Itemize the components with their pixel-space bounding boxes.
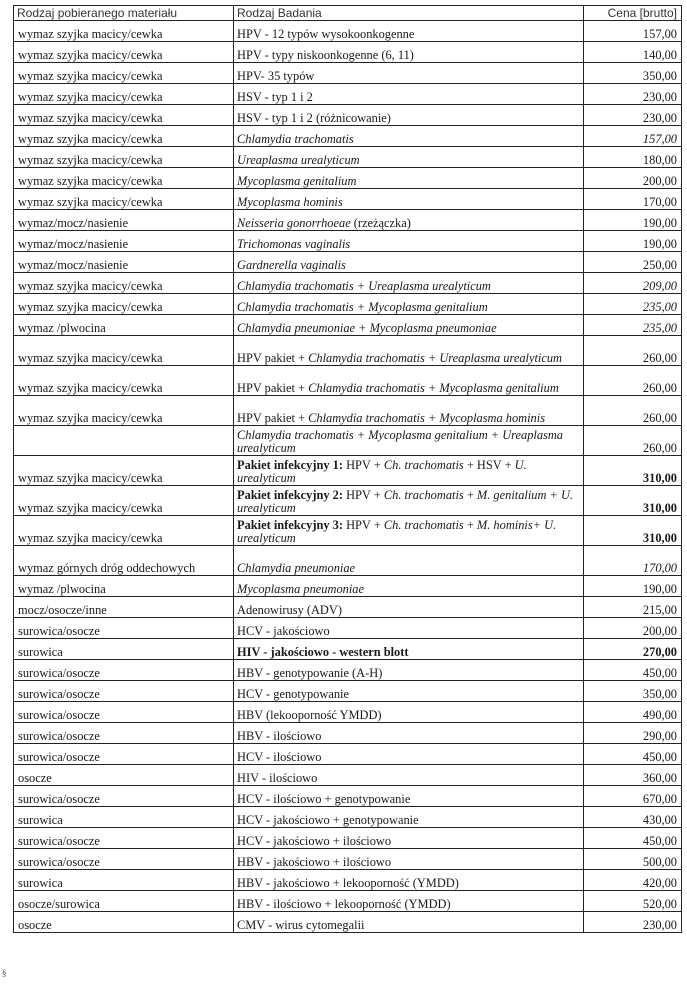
price-cell: 360,00 bbox=[584, 765, 682, 786]
material-cell: surowica/osocze bbox=[14, 618, 234, 639]
material-cell: wymaz szyjka macicy/cewka bbox=[14, 516, 234, 546]
test-cell bbox=[234, 336, 584, 366]
test-cell bbox=[234, 486, 584, 516]
test-segment: M. genitalium + U. urealyticum bbox=[237, 488, 574, 515]
table-row bbox=[14, 849, 682, 870]
material-cell: osocze bbox=[14, 912, 234, 933]
material-cell: wymaz szyjka macicy/cewka bbox=[14, 336, 234, 366]
material-cell: wymaz/mocz/nasienie bbox=[14, 210, 234, 231]
test-cell bbox=[234, 456, 584, 486]
price-cell: 230,00 bbox=[584, 912, 682, 933]
test-segment: Chlamydia trachomatis + Mycoplasma genitalium + Ureaplasma urealyticum bbox=[237, 428, 564, 455]
price-cell: 430,00 bbox=[584, 807, 682, 828]
material-cell: surowica bbox=[14, 807, 234, 828]
test-cell bbox=[234, 294, 584, 315]
test-cell bbox=[234, 63, 584, 84]
test-segment: HCV - ilościowo bbox=[237, 750, 322, 764]
test-segment: Chlamydia trachomatis + Mycoplasma genitalium bbox=[308, 381, 559, 395]
price-cell: 490,00 bbox=[584, 702, 682, 723]
table-row bbox=[14, 597, 682, 618]
table-row bbox=[14, 42, 682, 63]
test-segment: Chlamydia trachomatis + Mycoplasma hominis bbox=[308, 411, 546, 425]
test-segment: HSV - typ 1 i 2 (różnicowanie) bbox=[237, 111, 391, 125]
material-cell: wymaz szyjka macicy/cewka bbox=[14, 189, 234, 210]
test-segment: + bbox=[463, 518, 477, 532]
test-segment: HSV - typ 1 i 2 bbox=[237, 90, 313, 104]
test-cell bbox=[234, 702, 584, 723]
material-cell: surowica/osocze bbox=[14, 723, 234, 744]
table-row bbox=[14, 456, 682, 486]
material-cell bbox=[14, 426, 234, 456]
price-cell: 180,00 bbox=[584, 147, 682, 168]
price-cell: 350,00 bbox=[584, 63, 682, 84]
test-segment: HCV - jakościowo + genotypowanie bbox=[237, 813, 419, 827]
test-segment: Trichomonas vaginalis bbox=[237, 237, 351, 251]
test-cell bbox=[234, 807, 584, 828]
price-cell: 235,00 bbox=[584, 315, 682, 336]
test-segment: HBV - jakościowo + lekooporność (YMDD) bbox=[237, 876, 459, 890]
table-row bbox=[14, 576, 682, 597]
test-cell bbox=[234, 870, 584, 891]
table-row bbox=[14, 21, 682, 42]
price-cell: 450,00 bbox=[584, 744, 682, 765]
price-cell: 200,00 bbox=[584, 168, 682, 189]
price-cell: 200,00 bbox=[584, 618, 682, 639]
price-cell: 270,00 bbox=[584, 639, 682, 660]
material-cell: wymaz szyjka macicy/cewka bbox=[14, 273, 234, 294]
test-segment: Pakiet infekcyjny 1: bbox=[237, 458, 343, 472]
test-cell bbox=[234, 366, 584, 396]
table-row bbox=[14, 744, 682, 765]
test-cell bbox=[234, 849, 584, 870]
header-price: Cena [brutto] bbox=[584, 6, 682, 21]
test-cell bbox=[234, 105, 584, 126]
table-row bbox=[14, 396, 682, 426]
table-row bbox=[14, 231, 682, 252]
test-segment: Gardnerella vaginalis bbox=[237, 258, 346, 272]
table-row bbox=[14, 723, 682, 744]
test-cell bbox=[234, 168, 584, 189]
material-cell: wymaz szyjka macicy/cewka bbox=[14, 42, 234, 63]
test-segment: Pakiet infekcyjny 3: bbox=[237, 518, 343, 532]
test-segment: Mycoplasma pneumoniae bbox=[237, 582, 364, 596]
table-row bbox=[14, 336, 682, 366]
table-row bbox=[14, 126, 682, 147]
test-cell bbox=[234, 252, 584, 273]
test-cell bbox=[234, 546, 584, 576]
price-cell: 250,00 bbox=[584, 252, 682, 273]
material-cell: surowica/osocze bbox=[14, 849, 234, 870]
test-segment: HPV- 35 typów bbox=[237, 69, 315, 83]
test-cell bbox=[234, 660, 584, 681]
test-cell bbox=[234, 426, 584, 456]
material-cell: osocze bbox=[14, 765, 234, 786]
header-material: Rodzaj pobieranego materiału bbox=[14, 6, 234, 21]
price-cell: 230,00 bbox=[584, 84, 682, 105]
test-segment: Pakiet infekcyjny 2: bbox=[237, 488, 343, 502]
test-segment: Chlamydia pneumoniae + Mycoplasma pneumoniae bbox=[237, 321, 497, 335]
test-segment: Chlamydia trachomatis + Mycoplasma genitalium bbox=[237, 300, 488, 314]
table-row bbox=[14, 786, 682, 807]
test-cell bbox=[234, 273, 584, 294]
test-cell bbox=[234, 597, 584, 618]
test-segment: HPV pakiet + bbox=[237, 411, 309, 425]
material-cell: wymaz szyjka macicy/cewka bbox=[14, 486, 234, 516]
test-cell bbox=[234, 231, 584, 252]
test-cell bbox=[234, 723, 584, 744]
table-row bbox=[14, 618, 682, 639]
test-segment: Ch. trachomatis bbox=[383, 458, 464, 472]
price-cell: 310,00 bbox=[584, 486, 682, 516]
test-cell bbox=[234, 828, 584, 849]
table-row bbox=[14, 168, 682, 189]
table-row bbox=[14, 252, 682, 273]
test-cell bbox=[234, 639, 584, 660]
test-segment: HIV - jakościowo - western blott bbox=[237, 645, 409, 659]
price-cell: 190,00 bbox=[584, 231, 682, 252]
test-cell bbox=[234, 396, 584, 426]
test-segment: Chlamydia pneumoniae bbox=[237, 561, 356, 575]
test-segment: HPV - 12 typów wysokoonkogenne bbox=[237, 27, 415, 41]
test-segment: + HSV + bbox=[463, 458, 515, 472]
material-cell: surowica/osocze bbox=[14, 786, 234, 807]
price-cell: 235,00 bbox=[584, 294, 682, 315]
price-cell: 190,00 bbox=[584, 210, 682, 231]
table-row bbox=[14, 426, 682, 456]
table-row bbox=[14, 210, 682, 231]
test-cell bbox=[234, 21, 584, 42]
material-cell: surowica/osocze bbox=[14, 702, 234, 723]
test-segment: CMV - wirus cytomegalii bbox=[237, 918, 365, 932]
price-cell: 170,00 bbox=[584, 546, 682, 576]
test-segment: HPV + bbox=[343, 488, 384, 502]
material-cell: wymaz szyjka macicy/cewka bbox=[14, 126, 234, 147]
table-row bbox=[14, 105, 682, 126]
table-row bbox=[14, 870, 682, 891]
test-cell bbox=[234, 147, 584, 168]
material-cell: wymaz szyjka macicy/cewka bbox=[14, 63, 234, 84]
price-cell: 420,00 bbox=[584, 870, 682, 891]
test-segment: HBV (lekooporność YMDD) bbox=[237, 708, 382, 722]
test-cell bbox=[234, 681, 584, 702]
table-row bbox=[14, 516, 682, 546]
material-cell: wymaz szyjka macicy/cewka bbox=[14, 21, 234, 42]
table-row bbox=[14, 807, 682, 828]
price-cell: 209,00 bbox=[584, 273, 682, 294]
material-cell: wymaz /plwocina bbox=[14, 576, 234, 597]
material-cell: wymaz górnych dróg oddechowych bbox=[14, 546, 234, 576]
material-cell: surowica bbox=[14, 870, 234, 891]
material-cell: wymaz szyjka macicy/cewka bbox=[14, 168, 234, 189]
table-row bbox=[14, 765, 682, 786]
test-segment: Chlamydia trachomatis + Ureaplasma urealyticum bbox=[237, 279, 491, 293]
material-cell: wymaz szyjka macicy/cewka bbox=[14, 456, 234, 486]
test-segment: HIV - ilościowo bbox=[237, 771, 318, 785]
material-cell: wymaz/mocz/nasienie bbox=[14, 231, 234, 252]
test-segment: Mycoplasma genitalium bbox=[237, 174, 357, 188]
test-segment: M. hominis+ U. urealyticum bbox=[237, 518, 557, 545]
table-header-row bbox=[14, 6, 682, 21]
test-segment: Chlamydia trachomatis bbox=[237, 132, 354, 146]
material-cell: surowica bbox=[14, 639, 234, 660]
test-cell bbox=[234, 315, 584, 336]
price-cell: 260,00 bbox=[584, 426, 682, 456]
table-row bbox=[14, 546, 682, 576]
table-row bbox=[14, 912, 682, 933]
test-cell bbox=[234, 189, 584, 210]
test-cell bbox=[234, 744, 584, 765]
test-segment: Ch. trachomatis bbox=[383, 518, 464, 532]
material-cell: wymaz szyjka macicy/cewka bbox=[14, 366, 234, 396]
price-cell: 140,00 bbox=[584, 42, 682, 63]
test-cell bbox=[234, 210, 584, 231]
price-table bbox=[13, 5, 682, 933]
material-cell: surowica/osocze bbox=[14, 744, 234, 765]
price-list-sheet bbox=[13, 5, 681, 933]
table-row bbox=[14, 828, 682, 849]
price-cell: 520,00 bbox=[584, 891, 682, 912]
price-cell: 290,00 bbox=[584, 723, 682, 744]
table-row bbox=[14, 702, 682, 723]
material-cell: wymaz szyjka macicy/cewka bbox=[14, 84, 234, 105]
table-row bbox=[14, 63, 682, 84]
test-segment: HBV - ilościowo bbox=[237, 729, 322, 743]
table-row bbox=[14, 273, 682, 294]
test-cell bbox=[234, 42, 584, 63]
test-segment: HBV - genotypowanie (A-H) bbox=[237, 666, 383, 680]
margin-mark: § bbox=[2, 968, 7, 978]
test-cell bbox=[234, 126, 584, 147]
material-cell: wymaz szyjka macicy/cewka bbox=[14, 294, 234, 315]
table-body bbox=[14, 21, 682, 933]
price-cell: 670,00 bbox=[584, 786, 682, 807]
price-cell: 230,00 bbox=[584, 105, 682, 126]
material-cell: surowica/osocze bbox=[14, 681, 234, 702]
price-cell: 170,00 bbox=[584, 189, 682, 210]
test-cell bbox=[234, 516, 584, 546]
header-test: Rodzaj Badania bbox=[234, 6, 584, 21]
price-cell: 157,00 bbox=[584, 21, 682, 42]
table-row bbox=[14, 147, 682, 168]
price-cell: 310,00 bbox=[584, 516, 682, 546]
material-cell: wymaz szyjka macicy/cewka bbox=[14, 147, 234, 168]
table-row bbox=[14, 84, 682, 105]
test-cell bbox=[234, 84, 584, 105]
test-cell bbox=[234, 912, 584, 933]
material-cell: surowica/osocze bbox=[14, 660, 234, 681]
test-cell bbox=[234, 786, 584, 807]
table-row bbox=[14, 315, 682, 336]
table-row bbox=[14, 294, 682, 315]
price-cell: 157,00 bbox=[584, 126, 682, 147]
test-segment: + bbox=[463, 488, 477, 502]
test-segment: HPV pakiet + bbox=[237, 381, 309, 395]
test-segment: HPV + bbox=[343, 458, 384, 472]
test-segment: HPV + bbox=[343, 518, 384, 532]
material-cell: wymaz/mocz/nasienie bbox=[14, 252, 234, 273]
test-segment: HBV - ilościowo + lekooporność (YMDD) bbox=[237, 897, 451, 911]
material-cell: wymaz szyjka macicy/cewka bbox=[14, 105, 234, 126]
material-cell: mocz/osocze/inne bbox=[14, 597, 234, 618]
test-segment: HBV - jakościowo + ilościowo bbox=[237, 855, 392, 869]
test-cell bbox=[234, 618, 584, 639]
test-segment: Mycoplasma hominis bbox=[237, 195, 343, 209]
test-segment: HCV - ilościowo + genotypowanie bbox=[237, 792, 411, 806]
test-segment: Ch. trachomatis bbox=[383, 488, 464, 502]
table-row bbox=[14, 366, 682, 396]
test-segment: HPV - typy niskoonkogenne (6, 11) bbox=[237, 48, 414, 62]
material-cell: wymaz szyjka macicy/cewka bbox=[14, 396, 234, 426]
price-cell: 215,00 bbox=[584, 597, 682, 618]
material-cell: surowica/osocze bbox=[14, 828, 234, 849]
price-cell: 260,00 bbox=[584, 366, 682, 396]
test-segment: Chlamydia trachomatis + Ureaplasma urealyticum bbox=[308, 351, 562, 365]
test-segment: (rzeżączka) bbox=[350, 216, 411, 230]
price-cell: 350,00 bbox=[584, 681, 682, 702]
table-row bbox=[14, 189, 682, 210]
price-cell: 450,00 bbox=[584, 828, 682, 849]
test-cell bbox=[234, 765, 584, 786]
table-row bbox=[14, 660, 682, 681]
test-segment: Adenowirusy (ADV) bbox=[237, 603, 342, 617]
table-row bbox=[14, 639, 682, 660]
test-segment: HCV - jakościowo bbox=[237, 624, 330, 638]
test-cell bbox=[234, 891, 584, 912]
material-cell: osocze/surowica bbox=[14, 891, 234, 912]
price-cell: 450,00 bbox=[584, 660, 682, 681]
price-cell: 190,00 bbox=[584, 576, 682, 597]
price-cell: 260,00 bbox=[584, 396, 682, 426]
table-row bbox=[14, 486, 682, 516]
test-cell bbox=[234, 576, 584, 597]
test-segment: HPV pakiet + bbox=[237, 351, 309, 365]
test-segment: HCV - jakościowo + ilościowo bbox=[237, 834, 392, 848]
table-row bbox=[14, 681, 682, 702]
test-segment: U. urealyticum bbox=[237, 458, 527, 485]
test-segment: HCV - genotypowanie bbox=[237, 687, 349, 701]
test-segment: Neisseria gonorrhoeae bbox=[237, 216, 351, 230]
price-cell: 500,00 bbox=[584, 849, 682, 870]
price-cell: 310,00 bbox=[584, 456, 682, 486]
price-cell: 260,00 bbox=[584, 336, 682, 366]
table-row bbox=[14, 891, 682, 912]
test-segment: Ureaplasma urealyticum bbox=[237, 153, 360, 167]
material-cell: wymaz /plwocina bbox=[14, 315, 234, 336]
